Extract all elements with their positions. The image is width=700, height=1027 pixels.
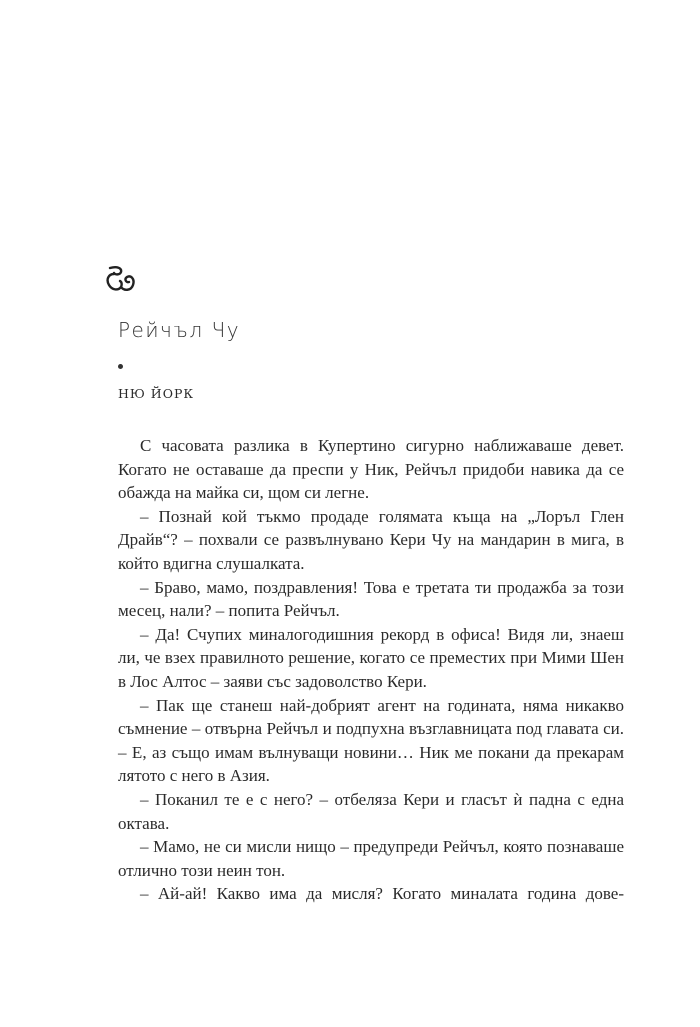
paragraph: – Ай-ай! Какво има да мисля? Когато миналата година дове- <box>140 884 624 904</box>
separator-bullet <box>118 364 123 369</box>
paragraph: – Да! Счупих миналогодишния рекорд в офиса! Видя ли, знаеш ли, че взех правилното решение, когато се преместих при Мими Шен в Лос Алтос – заяви със задоволство Кери. <box>118 624 624 691</box>
chapter-location: НЮ ЙОРК <box>118 386 195 401</box>
paragraph: – Мамо, не си мисли нищо – предупреди Рейчъл, която познаваше отлично този неин тон. <box>118 837 624 880</box>
paragraph: С часовата разлика в Купертино сигурно наближаваше девет. Когато не оставаше да преспи у Ник, Рейчъл придоби навика да се обажда на майка си, щом си легне. <box>118 436 624 503</box>
paragraph: – Пак ще станеш най-добрият агент на годината, няма никакво съмнение – отвърна Рейчъл и подпухна възглавницата под главата си. – Е, аз също имам вълнуващи новини… Ник ме покани да прекарам лятото с него в Азия. <box>118 695 624 786</box>
paragraph: – Поканил те е с него? – отбеляза Кери и гласът ѝ падна с една октава. <box>118 789 624 833</box>
paragraph: – Браво, мамо, поздравления! Това е третата ти продажба за този месец, нали? – попита Рейчъл. <box>118 577 624 621</box>
body-text <box>118 434 624 906</box>
paragraph: – Познай кой тъкмо продаде голямата къща на „Лоръл Глен Драйв“? – похвали се развълнувано Кери Чу на мандарин в мига, в който вдигна слушалката. <box>118 506 624 573</box>
chapter-character-name: Рейчъл Чу <box>118 318 241 342</box>
chapter-ornament-icon <box>104 262 138 296</box>
